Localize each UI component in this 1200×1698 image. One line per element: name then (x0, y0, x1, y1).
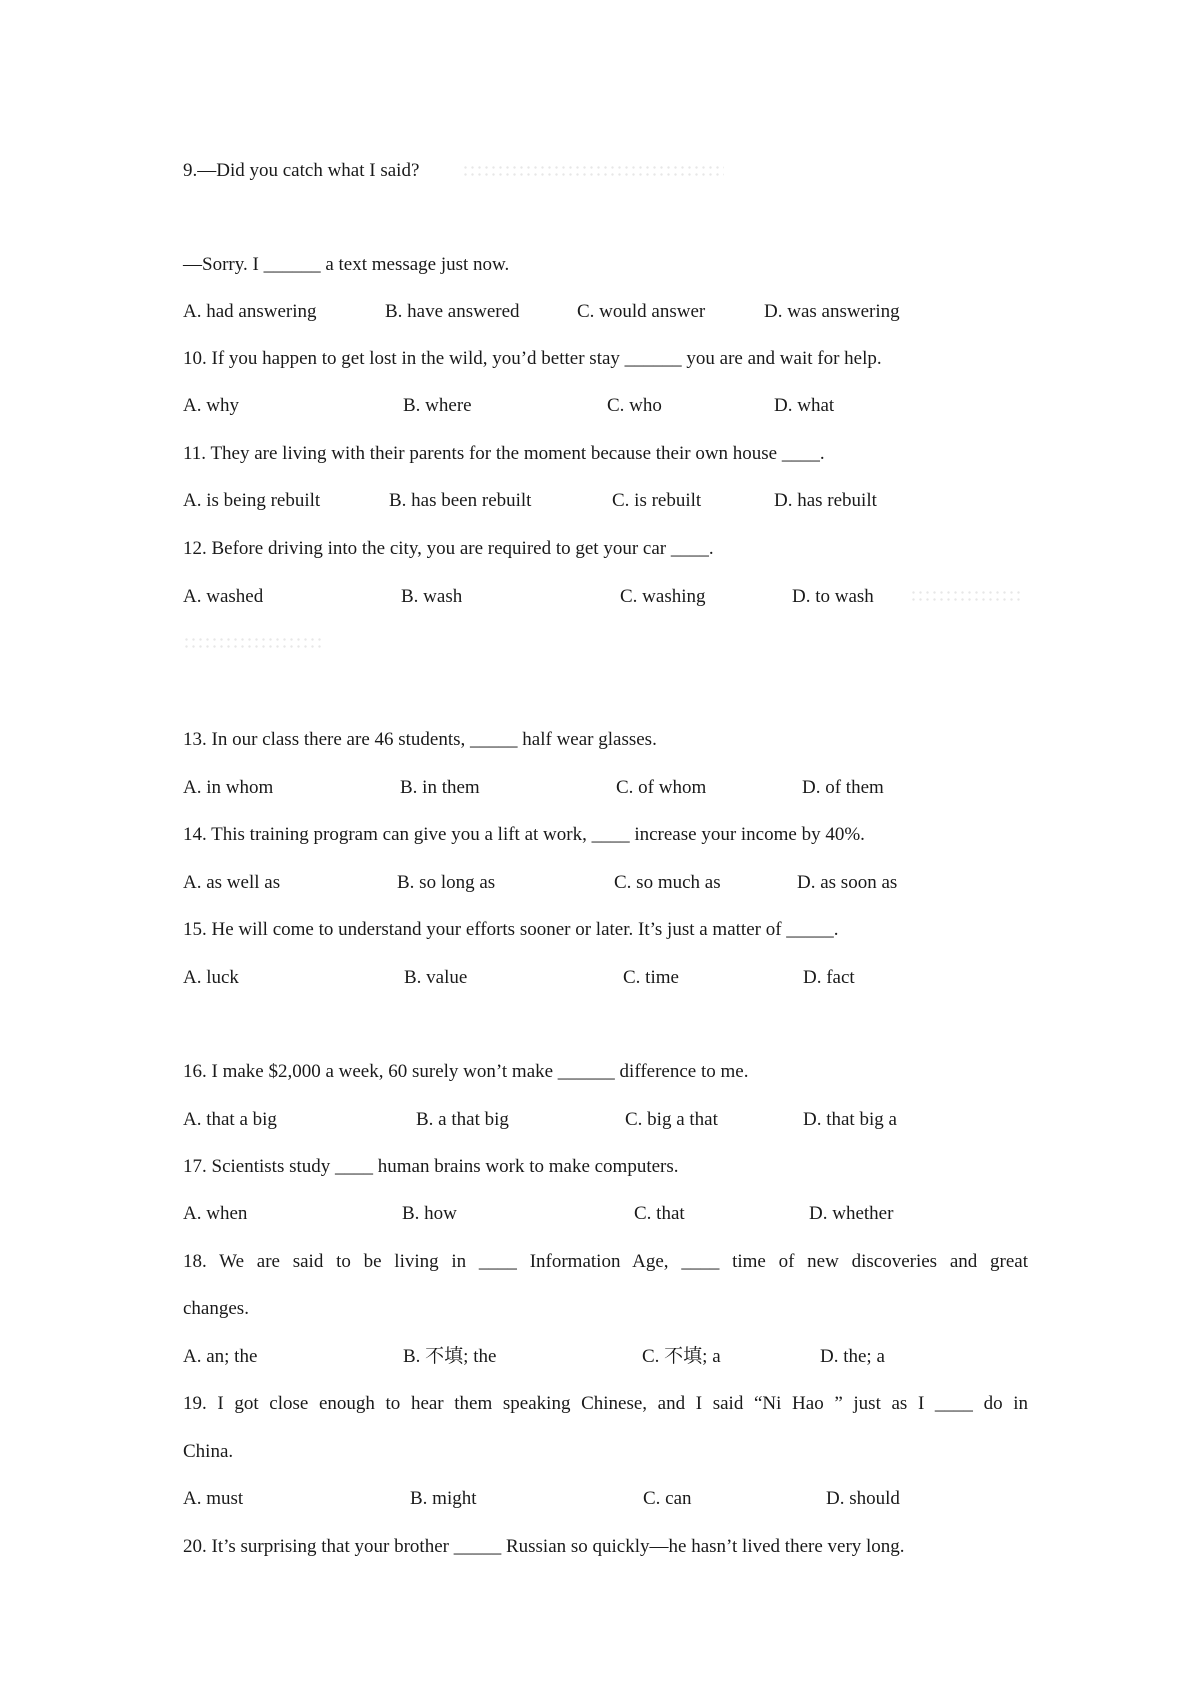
option-b[interactable]: B. have answered (385, 301, 520, 322)
option-a[interactable]: A. washed (183, 586, 264, 607)
question-20-stem: 20. It’s surprising that your brother _____ Russian so quickly—he hasn’t lived there very long. (183, 1536, 905, 1557)
option-a[interactable]: A. is being rebuilt (183, 490, 321, 511)
option-d[interactable]: D. the; a (820, 1346, 885, 1367)
option-d[interactable]: D. what (774, 395, 835, 416)
question-18-stem-continued: changes. (183, 1298, 249, 1319)
question-13-stem: 13. In our class there are 46 students, _____ half wear glasses. (183, 729, 657, 750)
question-19-stem: 19. I got close enough to hear them speaking Chinese, and I said “Ni Hao ” just as I ____ do in (183, 1393, 1028, 1414)
question-17-stem: 17. Scientists study ____ human brains work to make computers. (183, 1156, 679, 1177)
option-b[interactable]: B. has been rebuilt (389, 490, 532, 511)
option-a[interactable]: A. luck (183, 967, 239, 988)
question-9-reply: —Sorry. I ______ a text message just now. (183, 254, 510, 275)
option-a[interactable]: A. when (183, 1203, 248, 1224)
question-14-stem: 14. This training program can give you a lift at work, ____ increase your income by 40%. (183, 824, 865, 845)
option-b[interactable]: B. in them (400, 777, 480, 798)
option-a[interactable]: A. must (183, 1488, 244, 1509)
faint-watermark (183, 636, 323, 650)
option-c[interactable]: C. washing (620, 586, 706, 607)
option-c[interactable]: C. of whom (616, 777, 707, 798)
option-d[interactable]: D. has rebuilt (774, 490, 877, 511)
option-d[interactable]: D. that big a (803, 1109, 897, 1130)
question-19-stem-continued: China. (183, 1441, 234, 1462)
option-a[interactable]: A. that a big (183, 1109, 277, 1130)
option-b[interactable]: B. so long as (397, 872, 496, 893)
faint-watermark (462, 164, 724, 178)
option-c[interactable]: C. big a that (625, 1109, 718, 1130)
option-d[interactable]: D. should (826, 1488, 900, 1509)
option-d[interactable]: D. whether (809, 1203, 894, 1224)
option-b[interactable]: B. value (404, 967, 468, 988)
option-d[interactable]: D. of them (802, 777, 884, 798)
question-11-stem: 11. They are living with their parents for the moment because their own house ____. (183, 443, 825, 464)
option-c[interactable]: C. 不填; a (642, 1346, 721, 1367)
option-a[interactable]: A. why (183, 395, 239, 416)
option-a[interactable]: A. an; the (183, 1346, 258, 1367)
option-b[interactable]: B. wash (401, 586, 463, 607)
option-a[interactable]: A. had answering (183, 301, 317, 322)
question-18-stem: 18. We are said to be living in ____ Information Age, ____ time of new discoveries and great (183, 1251, 1028, 1272)
option-c[interactable]: C. is rebuilt (612, 490, 702, 511)
question-16-stem: 16. I make $2,000 a week, 60 surely won’t make ______ difference to me. (183, 1061, 749, 1082)
faint-watermark (910, 589, 1022, 603)
option-c[interactable]: C. can (643, 1488, 692, 1509)
option-d[interactable]: D. as soon as (797, 872, 898, 893)
option-b[interactable]: B. a that big (416, 1109, 509, 1130)
option-d[interactable]: D. fact (803, 967, 855, 988)
option-a[interactable]: A. as well as (183, 872, 281, 893)
question-12-stem: 12. Before driving into the city, you are required to get your car ____. (183, 538, 714, 559)
option-c[interactable]: C. time (623, 967, 679, 988)
question-9-stem: 9.—Did you catch what I said? (183, 160, 420, 181)
option-b[interactable]: B. might (410, 1488, 477, 1509)
option-c[interactable]: C. that (634, 1203, 685, 1224)
question-10-stem: 10. If you happen to get lost in the wild, you’d better stay ______ you are and wait for help. (183, 348, 882, 369)
option-b[interactable]: B. 不填; the (403, 1346, 497, 1367)
option-a[interactable]: A. in whom (183, 777, 274, 798)
option-c[interactable]: C. who (607, 395, 662, 416)
option-b[interactable]: B. where (403, 395, 472, 416)
option-d[interactable]: D. to wash (792, 586, 874, 607)
question-15-stem: 15. He will come to understand your efforts sooner or later. It’s just a matter of _____. (183, 919, 839, 940)
option-b[interactable]: B. how (402, 1203, 457, 1224)
option-c[interactable]: C. would answer (577, 301, 706, 322)
option-d[interactable]: D. was answering (764, 301, 900, 322)
option-c[interactable]: C. so much as (614, 872, 721, 893)
